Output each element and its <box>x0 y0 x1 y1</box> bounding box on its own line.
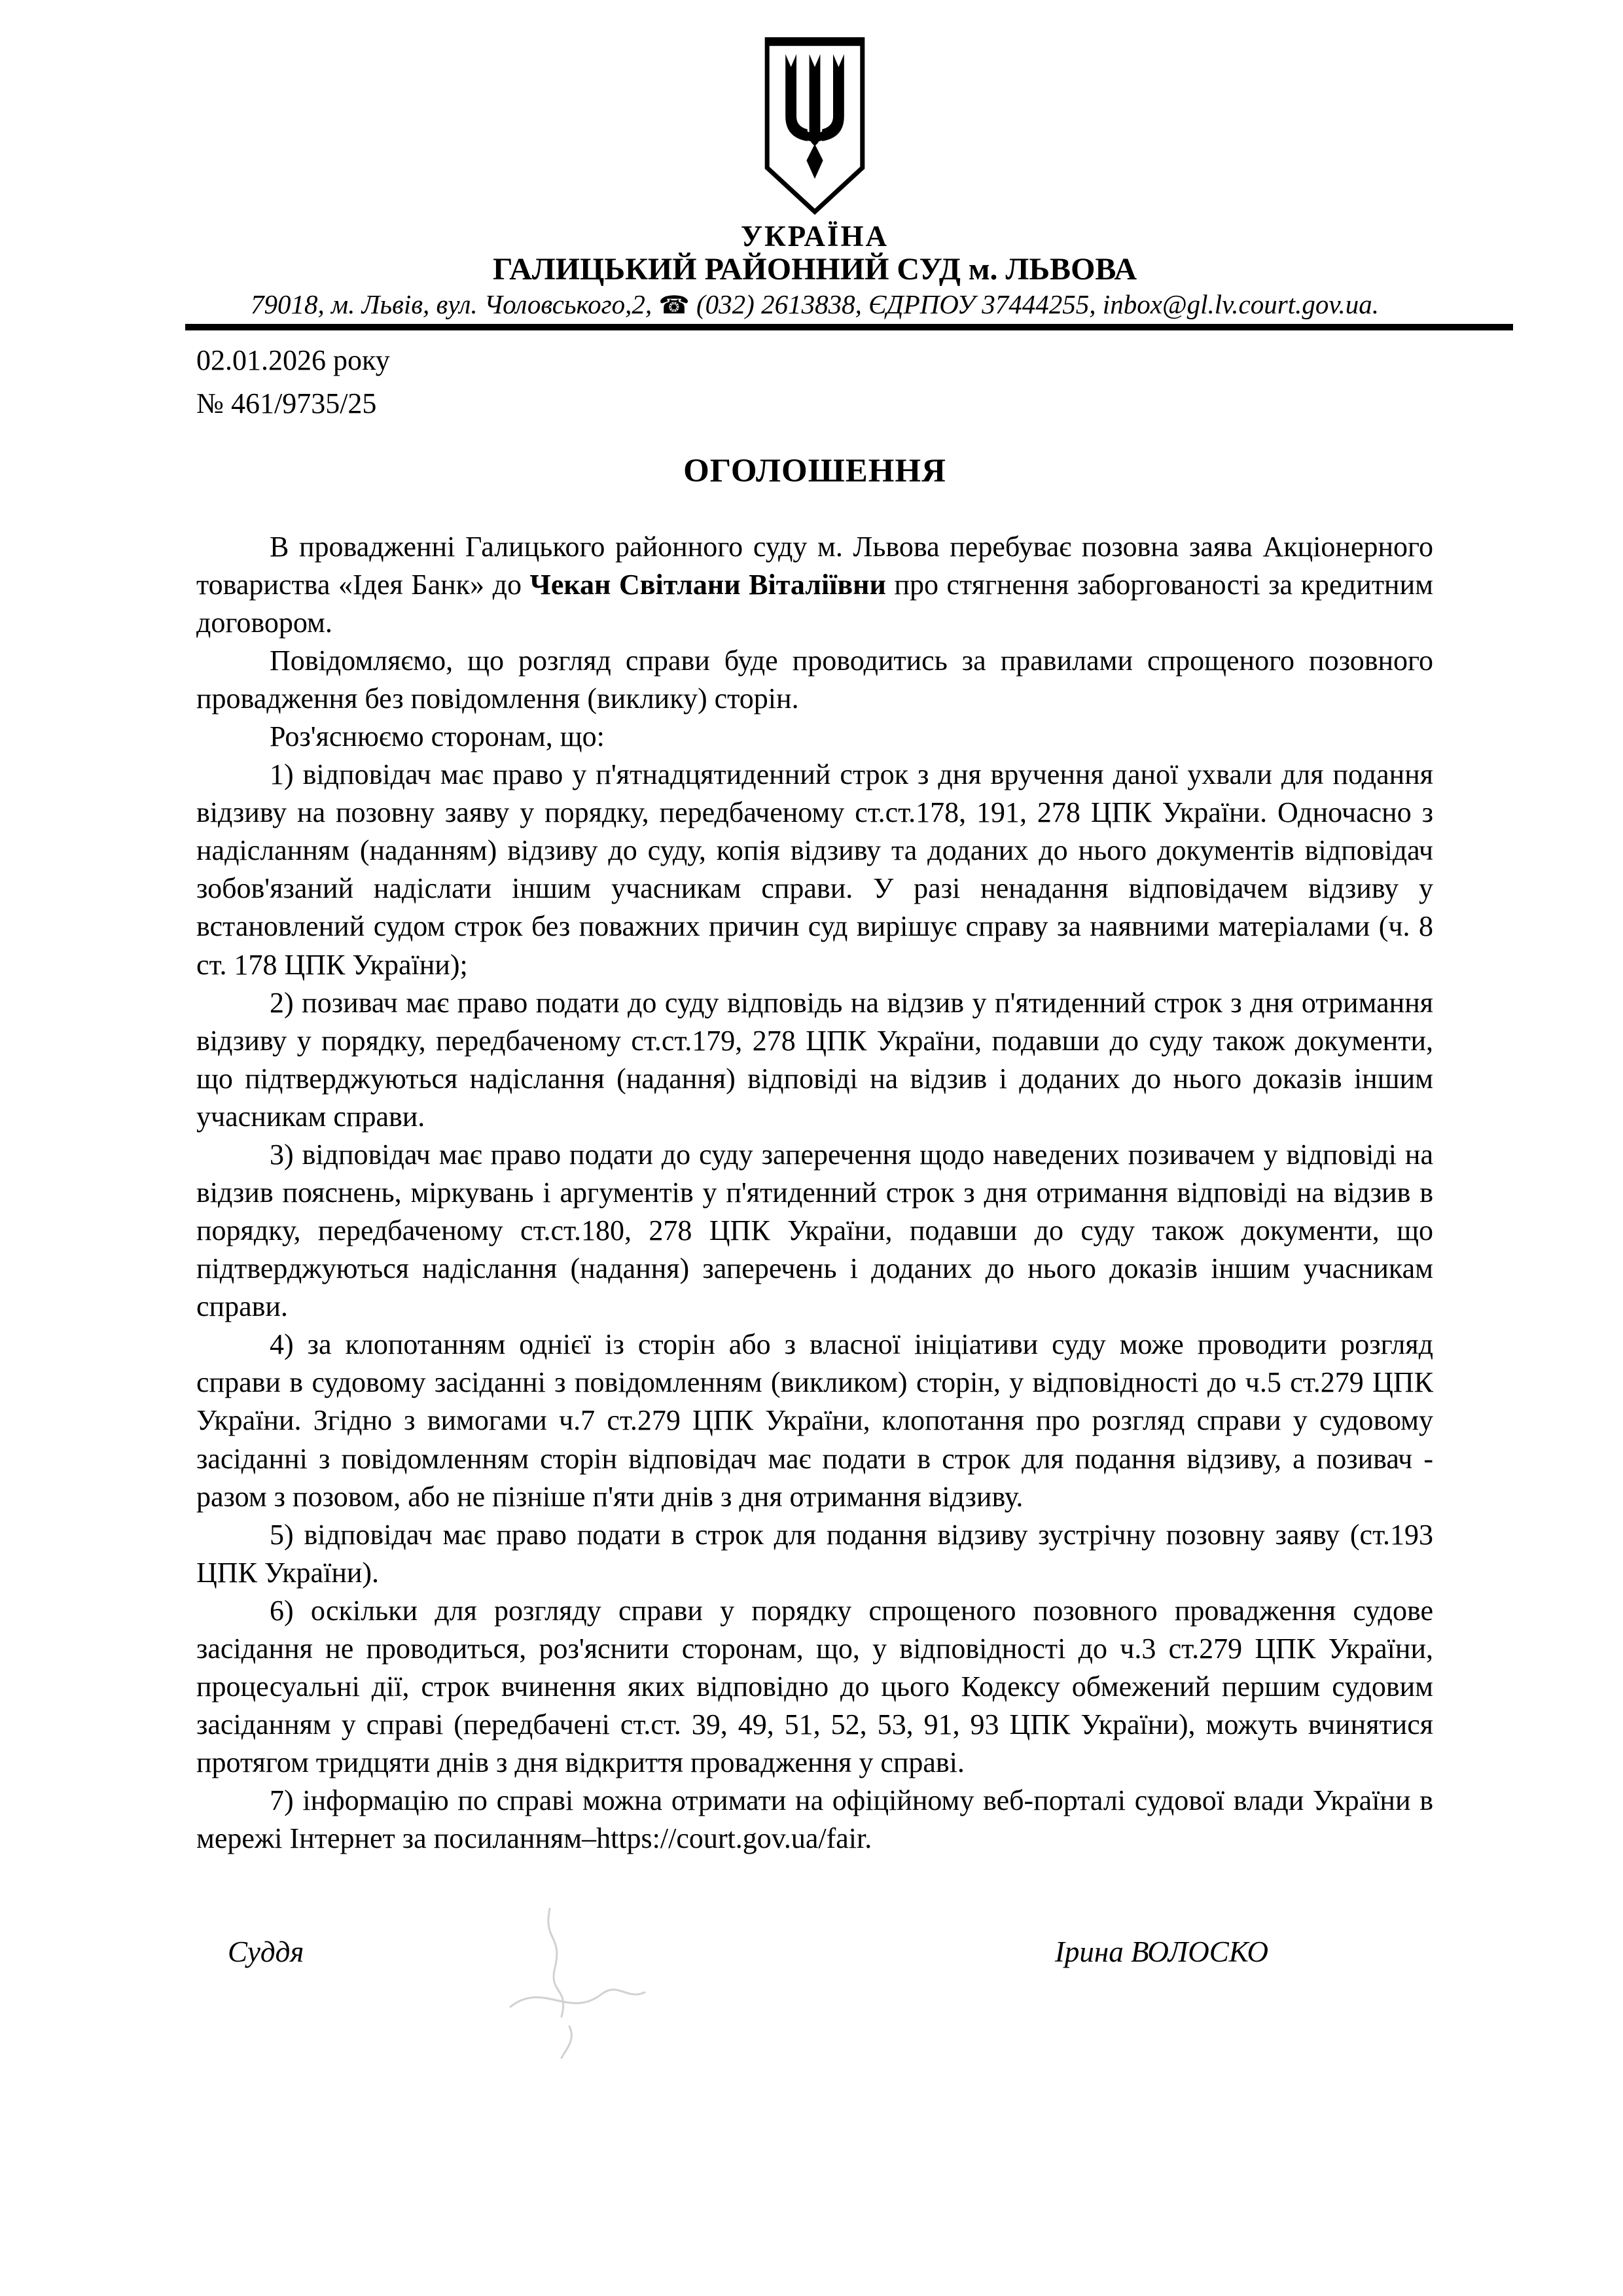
list-item-4: 4) за клопотанням однієї із сторін або з власної ініціативи суду може проводити розгляд справи в судовому засіданні з повідомленням (викликом) сторін, у відповідності до ч.5 ст.279 ЦПК України. Згідно з вимогами ч.7 ст.279 ЦПК України, клопотання про розгляд справи у судовому засіданні з повідомленням сторін відповідач має подати в строк для подання відзиву, а позивач - разом з позовом, або не пізніше п'яти днів з дня отримання відзиву. <box>196 1328 1433 1513</box>
tryzub-icon <box>758 34 871 217</box>
list-item-3: 3) відповідач має право подати до суду заперечення щодо наведених позивачем у відповіді на відзив пояснень, міркувань і аргументів у п'ятиденний строк з дня отримання відповіді на відзив в порядку, передбаченому ст.ст.180, 278 ЦПК України, подавши до суду також документи, що підтверджуються надіслання (надання) заперечень і доданих до нього доказів іншим учасникам справи. <box>196 1138 1433 1323</box>
address-prefix: 79018, м. Львів, вул. Чоловського,2, <box>250 289 659 319</box>
ukraine-trident-emblem <box>758 34 871 217</box>
clarification-lead: Роз'яснюємо сторонам, що: <box>270 720 605 753</box>
court-name: ГАЛИЦЬКИЙ РАЙОННИЙ СУД м. ЛЬВОВА <box>492 252 1137 287</box>
address-suffix: (032) 2613838, ЄДРПОУ 37444255, inbox@gl.lv.court.gov.ua. <box>689 289 1379 319</box>
intro-paragraph <box>196 528 1433 642</box>
handwritten-signature <box>471 1896 694 2066</box>
list-item-7: 7) інформацію по справі можна отримати на офіційному веб-порталі судової влади України в мережі Інтернет за посиланням–https://court.gov.ua/fair. <box>196 1784 1433 1855</box>
list-item-2: 2) позивач має право подати до суду відповідь на відзив у п'ятиденний строк з дня отримання відзиву у порядку, передбаченому ст.ст.179, 278 ЦПК України, подавши до суду також документи, що підтверджуються надіслання (надання) відповіді на відзив і доданих до нього доказів іншим учасникам справи. <box>196 986 1433 1133</box>
letterhead <box>196 34 1433 330</box>
notice-paragraph: Повідомляємо, що розгляд справи буде проводитись за правилами спрощеного позовного провадження без повідомлення (виклику) сторін. <box>196 644 1433 715</box>
judge-label: Суддя <box>228 1935 304 1969</box>
court-address <box>196 291 1433 319</box>
list-item-1: 1) відповідач має право у п'ятнадцятиденний строк з дня вручення даної ухвали для подання відзиву на позовну заяву у порядку, передбаченому ст.ст.178, 191, 278 ЦПК України. Одночасно з надісланням (наданням) відзиву до суду, копія відзиву та доданих до нього документів відповідач зобов'язаний надіслати іншим учасникам справи. У разі ненадання відповідачем відзиву у встановлений судом строк без поважних причин суд вирішує справу за наявними матеріалами (ч. 8 ст. 178 ЦПК України); <box>196 758 1433 981</box>
header-divider <box>185 324 1513 330</box>
document-body <box>196 528 1433 1858</box>
signature-block <box>196 1935 1433 1969</box>
country-name: УКРАЇНА <box>741 220 889 253</box>
intro-text-before: В провадженні Галицького районного суду м. Львова перебуває позовна заява Акціонерного товариства «Ідея Банк» до <box>196 530 1433 601</box>
list-item-5: 5) відповідач має право подати в строк для подання відзиву зустрічну позовну заяву (ст.193 ЦПК України). <box>196 1518 1433 1589</box>
list-item-6: 6) оскільки для розгляду справи у порядку спрощеного позовного провадження судове засідання не проводиться, роз'яснити сторонам, що, у відповідності до ч.3 ст.279 ЦПК України, процесуальні дії, строк вчинення яких відповідно до цього Кодексу обмежений першим судовим засіданням у справі (передбачені ст.ст. 39, 49, 51, 52, 53, 91, 93 ЦПК України), можуть вчинятися протягом тридцяти днів з дня відкриття провадження у справі. <box>196 1594 1433 1779</box>
intro-text-after: про стягнення заборгованості за кредитним договором. <box>196 568 1433 639</box>
phone-icon: ☎ <box>658 290 690 319</box>
defendant-name: Чекан Світлани Віталіївни <box>529 568 886 601</box>
case-number: № 461/9735/25 <box>196 387 377 419</box>
document-date: 02.01.2026 року <box>196 344 390 376</box>
document-title: ОГОЛОШЕННЯ <box>683 452 946 489</box>
judge-name: Ірина ВОЛОСКО <box>1054 1935 1268 1969</box>
document-meta <box>196 346 1433 418</box>
